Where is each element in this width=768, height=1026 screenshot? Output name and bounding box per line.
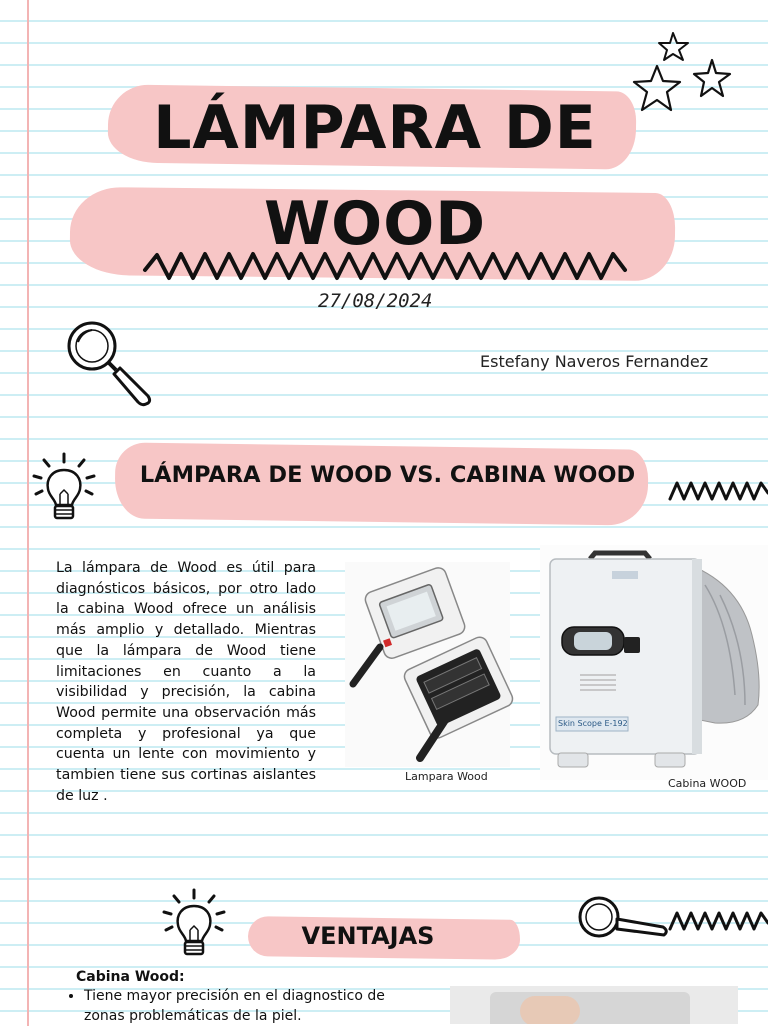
caption-lamp: Lampara Wood: [405, 770, 488, 783]
section2-heading: VENTAJAS: [301, 922, 435, 950]
star-icon: [634, 66, 680, 110]
device-label: Skin Scope E-192: [558, 719, 628, 728]
zigzag-decoration: [668, 475, 768, 505]
section2-bullets: [70, 986, 424, 1026]
lightbulb-icon: [30, 452, 102, 527]
title-line-1: LÁMPARA DE: [153, 93, 597, 163]
magnifier-icon: [64, 318, 156, 410]
section1-body: La lámpara de Wood es útil para diagnósticos básicos, por otro lado la cabina Wood ofrece un análisis más amplio y detallado. Mientras que la lámpara de Wood tiene limitaciones en cuanto a la visibilidad y precisión, la cabina Wood permite una observación más completa y profesional ya que cuenta un lente con movimiento y tambien tiene sus cortinas aislantes de luz .: [56, 560, 316, 804]
list-item: • Tiene mayor precisión en el diagnostico de zonas problemáticas de la piel.: [84, 986, 424, 1026]
cabin-image: [540, 545, 768, 780]
lamp-image: [345, 562, 510, 767]
title-line-2: WOOD: [264, 189, 486, 259]
section2-subheading: Cabina Wood:: [76, 969, 185, 985]
stars-icon: [630, 30, 740, 125]
caption-cabin: Cabina WOOD: [668, 777, 747, 790]
date: 27/08/2024: [318, 290, 433, 312]
section1-heading: LÁMPARA DE WOOD VS. CABINA WOOD: [139, 462, 636, 488]
star-icon: [694, 60, 730, 96]
author-name: Estefany Naveros Fernandez: [480, 352, 709, 371]
star-icon: [659, 33, 688, 60]
zigzag-decoration: [668, 905, 768, 935]
lightbulb-icon: [160, 888, 232, 963]
bottom-image: [450, 986, 738, 1024]
magnifier-icon: [575, 893, 670, 945]
zigzag-decoration: [145, 240, 635, 285]
